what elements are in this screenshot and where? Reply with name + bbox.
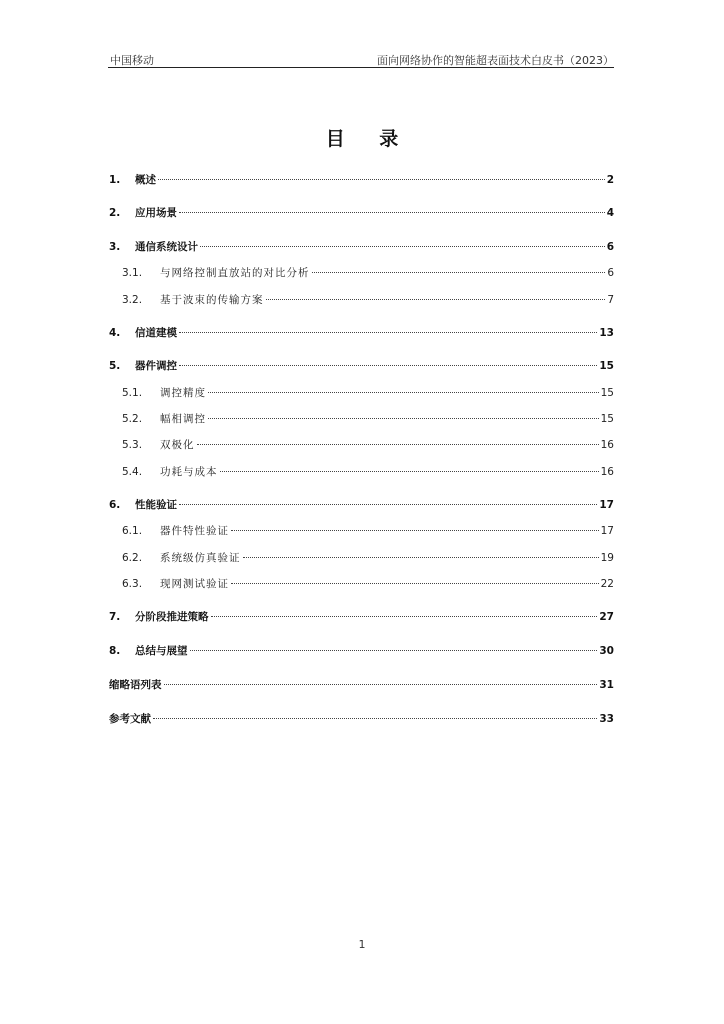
- toc-entry-number: 3.2.: [122, 294, 143, 306]
- toc-entry-page: 15: [599, 360, 614, 372]
- toc-entry-number: 5.4.: [122, 466, 143, 478]
- toc-entry-label: 双极化: [160, 439, 195, 451]
- toc-entry-label: 调控精度: [160, 387, 206, 399]
- toc-leader-dots: [208, 418, 599, 419]
- page-number: 1: [358, 938, 366, 951]
- toc-entry[interactable]: [109, 205, 614, 223]
- toc-entry[interactable]: [109, 325, 614, 343]
- toc-entry[interactable]: [109, 437, 614, 455]
- toc-entry-page: 15: [600, 413, 614, 425]
- header-rule: [108, 67, 614, 68]
- toc-entry-page: 22: [600, 578, 614, 590]
- toc-entry-label: 幅相调控: [160, 413, 206, 425]
- toc-entry-page: 30: [599, 645, 614, 657]
- toc-leader-dots: [179, 332, 597, 333]
- toc-entry-page: 16: [600, 466, 614, 478]
- toc-entry-page: 19: [600, 552, 614, 564]
- toc-entry-label: 信道建模: [135, 327, 177, 339]
- toc-entry-number: 5.: [109, 360, 121, 372]
- toc-entry[interactable]: [109, 385, 614, 403]
- toc-entry-page: 2: [606, 174, 614, 186]
- toc-leader-dots: [179, 365, 597, 366]
- toc-entry-number: 5.2.: [122, 413, 143, 425]
- toc-entry-page: 31: [599, 679, 614, 691]
- toc-leader-dots: [266, 299, 606, 300]
- toc-entry-label: 现网测试验证: [160, 578, 229, 590]
- toc-entry-page: 13: [599, 327, 614, 339]
- toc-leader-dots: [179, 212, 605, 213]
- toc-entry-label: 参考文献: [109, 713, 151, 725]
- toc-entry-page: 7: [607, 294, 614, 306]
- toc-leader-dots: [200, 246, 605, 247]
- toc-entry[interactable]: [109, 677, 614, 695]
- toc-entry-label: 器件特性验证: [160, 525, 229, 537]
- toc-entry-label: 功耗与成本: [160, 466, 218, 478]
- toc-entry-label: 与网络控制直放站的对比分析: [160, 267, 310, 279]
- toc-leader-dots: [243, 557, 599, 558]
- toc-leader-dots: [220, 471, 599, 472]
- toc-entry[interactable]: [109, 523, 614, 541]
- toc-entry-number: 3.1.: [122, 267, 143, 279]
- toc-leader-dots: [208, 392, 599, 393]
- toc-entry-number: 6.: [109, 499, 121, 511]
- toc-entry[interactable]: [109, 711, 614, 729]
- toc-entry[interactable]: [109, 411, 614, 429]
- toc-leader-dots: [197, 444, 599, 445]
- header-left-text: 中国移动: [110, 54, 154, 67]
- toc-entry[interactable]: [109, 497, 614, 515]
- toc-entry-label: 基于波束的传输方案: [160, 294, 264, 306]
- toc-leader-dots: [211, 616, 598, 617]
- toc-entry-label: 总结与展望: [135, 645, 188, 657]
- toc-entry-page: 27: [599, 611, 614, 623]
- toc-entry[interactable]: [109, 609, 614, 627]
- toc-leader-dots: [190, 650, 598, 651]
- page-title: 目 录: [325, 128, 413, 150]
- toc-entry[interactable]: [109, 550, 614, 568]
- toc-entry-label: 器件调控: [135, 360, 177, 372]
- toc-entry[interactable]: [109, 292, 614, 310]
- toc-entry-number: 4.: [109, 327, 121, 339]
- toc-entry-label: 性能验证: [135, 499, 177, 511]
- toc-entry-label: 系统级仿真验证: [160, 552, 241, 564]
- toc-entry-page: 17: [600, 525, 614, 537]
- toc-entry-number: 5.1.: [122, 387, 143, 399]
- toc-entry-page: 6: [606, 241, 614, 253]
- toc-entry[interactable]: [109, 464, 614, 482]
- toc-entry-page: 16: [600, 439, 614, 451]
- toc-entry-number: 3.: [109, 241, 121, 253]
- toc-entry-number: 6.1.: [122, 525, 143, 537]
- toc-entry-label: 分阶段推进策略: [135, 611, 209, 623]
- toc-entry-label: 缩略语列表: [109, 679, 162, 691]
- toc-entry[interactable]: [109, 576, 614, 594]
- toc-entry[interactable]: [109, 172, 614, 190]
- toc-entry-number: 2.: [109, 207, 121, 219]
- toc-entry-number: 6.3.: [122, 578, 143, 590]
- toc-leader-dots: [231, 530, 599, 531]
- toc-entry[interactable]: [109, 643, 614, 661]
- toc-entry-label: 应用场景: [135, 207, 177, 219]
- toc-entry-page: 17: [599, 499, 614, 511]
- toc-entry-page: 33: [599, 713, 614, 725]
- toc-entry-label: 概述: [135, 174, 156, 186]
- header-right-text: 面向网络协作的智能超表面技术白皮书（2023）: [377, 54, 614, 67]
- toc-leader-dots: [179, 504, 597, 505]
- toc-entry-label: 通信系统设计: [135, 241, 198, 253]
- toc-entry[interactable]: [109, 239, 614, 257]
- toc-leader-dots: [158, 179, 605, 180]
- toc-entry-page: 4: [606, 207, 614, 219]
- toc-entry-number: 8.: [109, 645, 121, 657]
- toc-entry[interactable]: [109, 265, 614, 283]
- toc-entry-number: 1.: [109, 174, 121, 186]
- toc-entry-number: 5.3.: [122, 439, 143, 451]
- toc-leader-dots: [231, 583, 599, 584]
- toc-entry-page: 15: [600, 387, 614, 399]
- toc-leader-dots: [164, 684, 598, 685]
- toc-entry-page: 6: [607, 267, 614, 279]
- toc-leader-dots: [153, 718, 597, 719]
- toc-entry-number: 6.2.: [122, 552, 143, 564]
- toc-entry[interactable]: [109, 358, 614, 376]
- toc-entry-number: 7.: [109, 611, 121, 623]
- toc-leader-dots: [312, 272, 606, 273]
